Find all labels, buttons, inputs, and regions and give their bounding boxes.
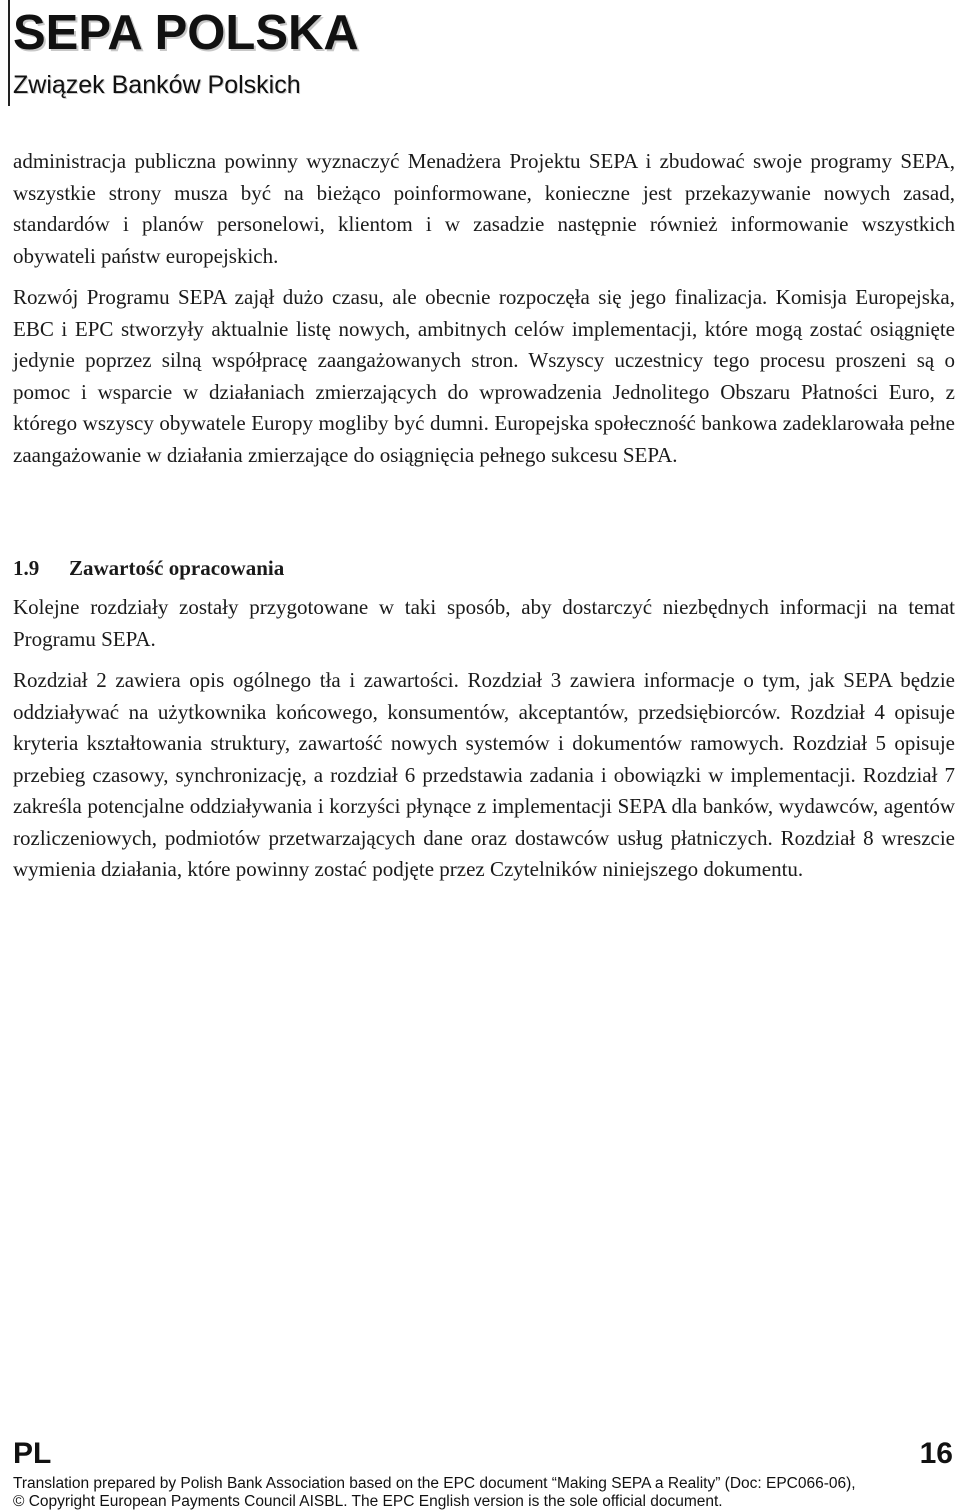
header-vertical-rule (8, 0, 10, 106)
paragraph: Rozdział 2 zawiera opis ogólnego tła i zawartości. Rozdział 3 zawiera informacje o tym, jak SEPA będzie oddziaływać na użytkownika końcowego, konsumentów, akceptantów, przedsiębiorców. Rozdział 4 opisuje kryteria kształtowania struktury, zawartość nowych systemów i dokumentów ramowych. Rozdział 5 opisuje przebieg czasowy, synchronizację, a rozdział 6 przedstawia zadania i obowiązki w implementacji. Rozdział 7 zakreśla potencjalne oddziaływania i korzyści płynące z implementacji SEPA dla banków, wydawców, agentów rozliczeniowych, podmiotów przetwarzających dane oraz dostawców usług płatniczych. Rozdział 8 wreszcie wymienia działania, które powinny zostać podjęte przez Czytelników niniejszego dokumentu. (13, 668, 955, 881)
footer-note-line: Translation prepared by Polish Bank Association based on the EPC document “Making SEPA a Reality” (Doc: EPC066-06), (13, 1475, 856, 1492)
section-heading (13, 553, 955, 584)
page-header (0, 0, 960, 106)
paragraph: Kolejne rozdziały zostały przygotowane w taki sposób, aby dostarczyć niezbędnych informacji na temat Programu SEPA. (13, 595, 955, 651)
section-number: 1.9 (13, 556, 40, 580)
page-number: 16 (919, 1437, 953, 1470)
section-title: Zawartość opracowania (69, 556, 285, 580)
footer-language: PL (13, 1437, 52, 1470)
brand-subtitle: Związek Banków Polskich (13, 71, 301, 99)
brand-title: SEPA POLSKA (13, 6, 359, 60)
document-body (13, 146, 955, 886)
footer-note-line: © Copyright European Payments Council AISBL. The EPC English version is the sole official document. (13, 1493, 723, 1510)
paragraph: administracja publiczna powinny wyznaczyć Menadżera Projektu SEPA i zbudować swoje programy SEPA, wszystkie strony musza być na bieżąco poinformowane, konieczne jest przekazywanie nowych zasad, standardów i planów personelowi, klientom i w zasadzie następnie również informowanie wszystkich obywateli państw europejskich. (13, 149, 955, 268)
paragraph: Rozwój Programu SEPA zajął dużo czasu, ale obecnie rozpoczęła się jego finalizacja. Komisja Europejska, EBC i EPC stworzyły aktualnie listę nowych, ambitnych celów implementacji, które mogą zostać osiągnięte jedynie poprzez silną współpracę zaangażowanych stron. Wszyscy uczestnicy tego procesu proszeni są o pomoc i wsparcie w działaniach zmierzających do wprowadzenia Jednolitego Obszaru Płatności Euro, z którego wszyscy obywatele Europy mogliby być dumni. Europejska społeczność bankowa zadeklarowała pełne zaangażowanie w działania zmierzające do osiągnięcia pełnego sukcesu SEPA. (13, 285, 955, 467)
footer-copyright-note (13, 1475, 856, 1511)
